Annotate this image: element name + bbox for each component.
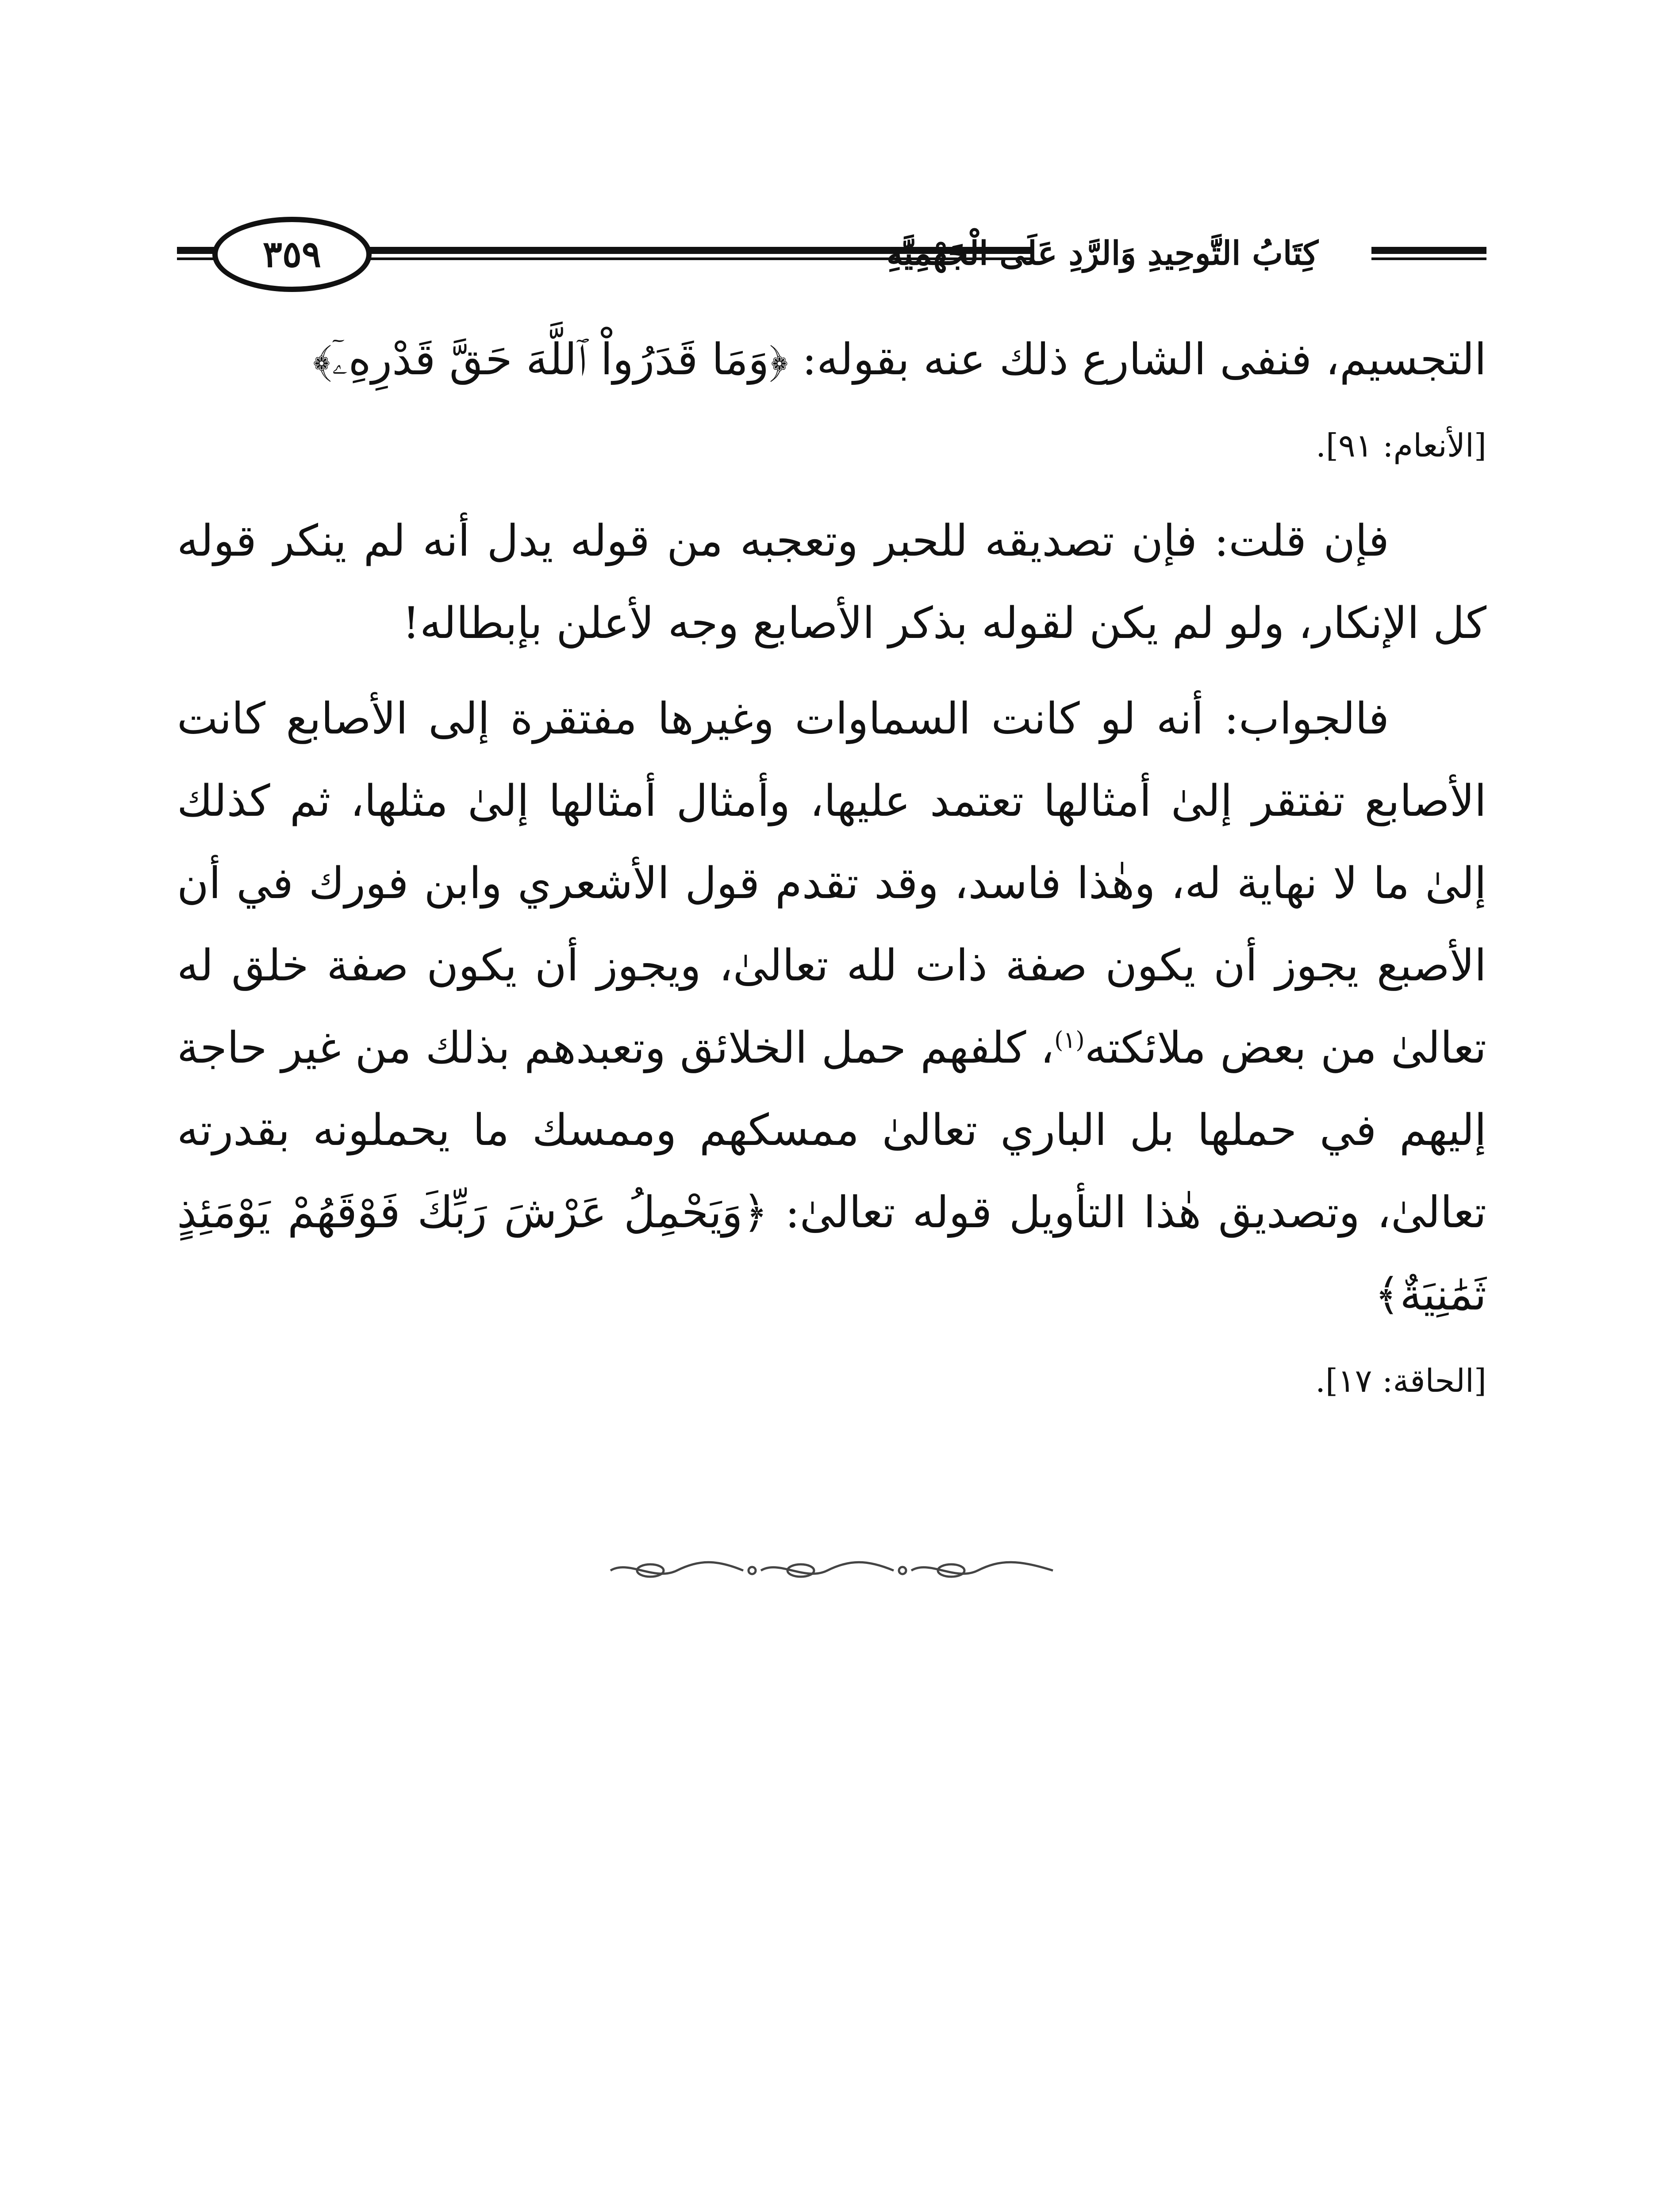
header-rule-right: [1371, 247, 1486, 254]
book-title: كِتَابُ التَّوحِيدِ وَالرَّدِ عَلَى الْجَهْمِيَّةِ: [886, 234, 1318, 273]
main-text: [177, 319, 1486, 1422]
paragraph-2-text: فإن قلت: فإن تصديقه للحبر وتعجبه من قوله يدل أنه لم ينكر قوله كل الإنكار، ولو لم يكن لقوله بذكر الأصابع وجه لأعلن بإبطاله!: [177, 516, 1486, 649]
footnote-ref-1[interactable]: (١): [1054, 1027, 1085, 1054]
paragraph-2: [177, 500, 1486, 664]
running-header: [177, 208, 1486, 296]
page-number: ٣٥٩: [262, 233, 322, 276]
page-number-badge: [212, 217, 372, 292]
paragraph-3-text-a: فالجواب: أنه لو كانت السماوات وغيرها مفتقرة إلى الأصابع كانت الأصابع تفتقر إلىٰ أمثالها تعتمد عليها، وأمثال أمثالها إلىٰ مثلها، ثم كذلك إلىٰ ما لا نهاية له، وهٰذا فاسد، وقد تقدم قول الأشعري وابن فورك في أن الأصبع يجوز أن يكون صفة ذات لله تعالىٰ، ويجوز أن يكون صفة خلق له تعالىٰ من بعض ملائكته: [177, 694, 1486, 1073]
quran-citation-1: [الأنعام: ٩١].: [1316, 427, 1486, 464]
quran-citation-2: [الحاقة: ١٧].: [1315, 1362, 1486, 1399]
paragraph-3-text-b: ، كلفهم حمل الخلائق وتعبدهم بذلك من غير حاجة إليهم في حملها بل الباري تعالىٰ ممسكهم وممسك ما يحملونه بقدرته تعالىٰ، وتصديق هٰذا التأويل قوله تعالىٰ: ﴿وَيَحْمِلُ عَرْشَ رَبِّكَ فَوْقَهُمْ يَوْمَئِذٍ ثَمَٰنِيَةٌ﴾: [177, 1023, 1486, 1320]
paragraph-3: [177, 678, 1486, 1422]
header-rule-right-thin: [1371, 257, 1486, 260]
floral-divider-icon: [602, 1557, 1062, 1584]
paragraph-1-text: التجسيم، فنفى الشارع ذلك عنه بقوله: ﴿وَمَا قَدَرُواْ ٱللَّهَ حَقَّ قَدْرِهِۦٓ﴾: [312, 334, 1486, 385]
paragraph-1: [177, 319, 1486, 487]
